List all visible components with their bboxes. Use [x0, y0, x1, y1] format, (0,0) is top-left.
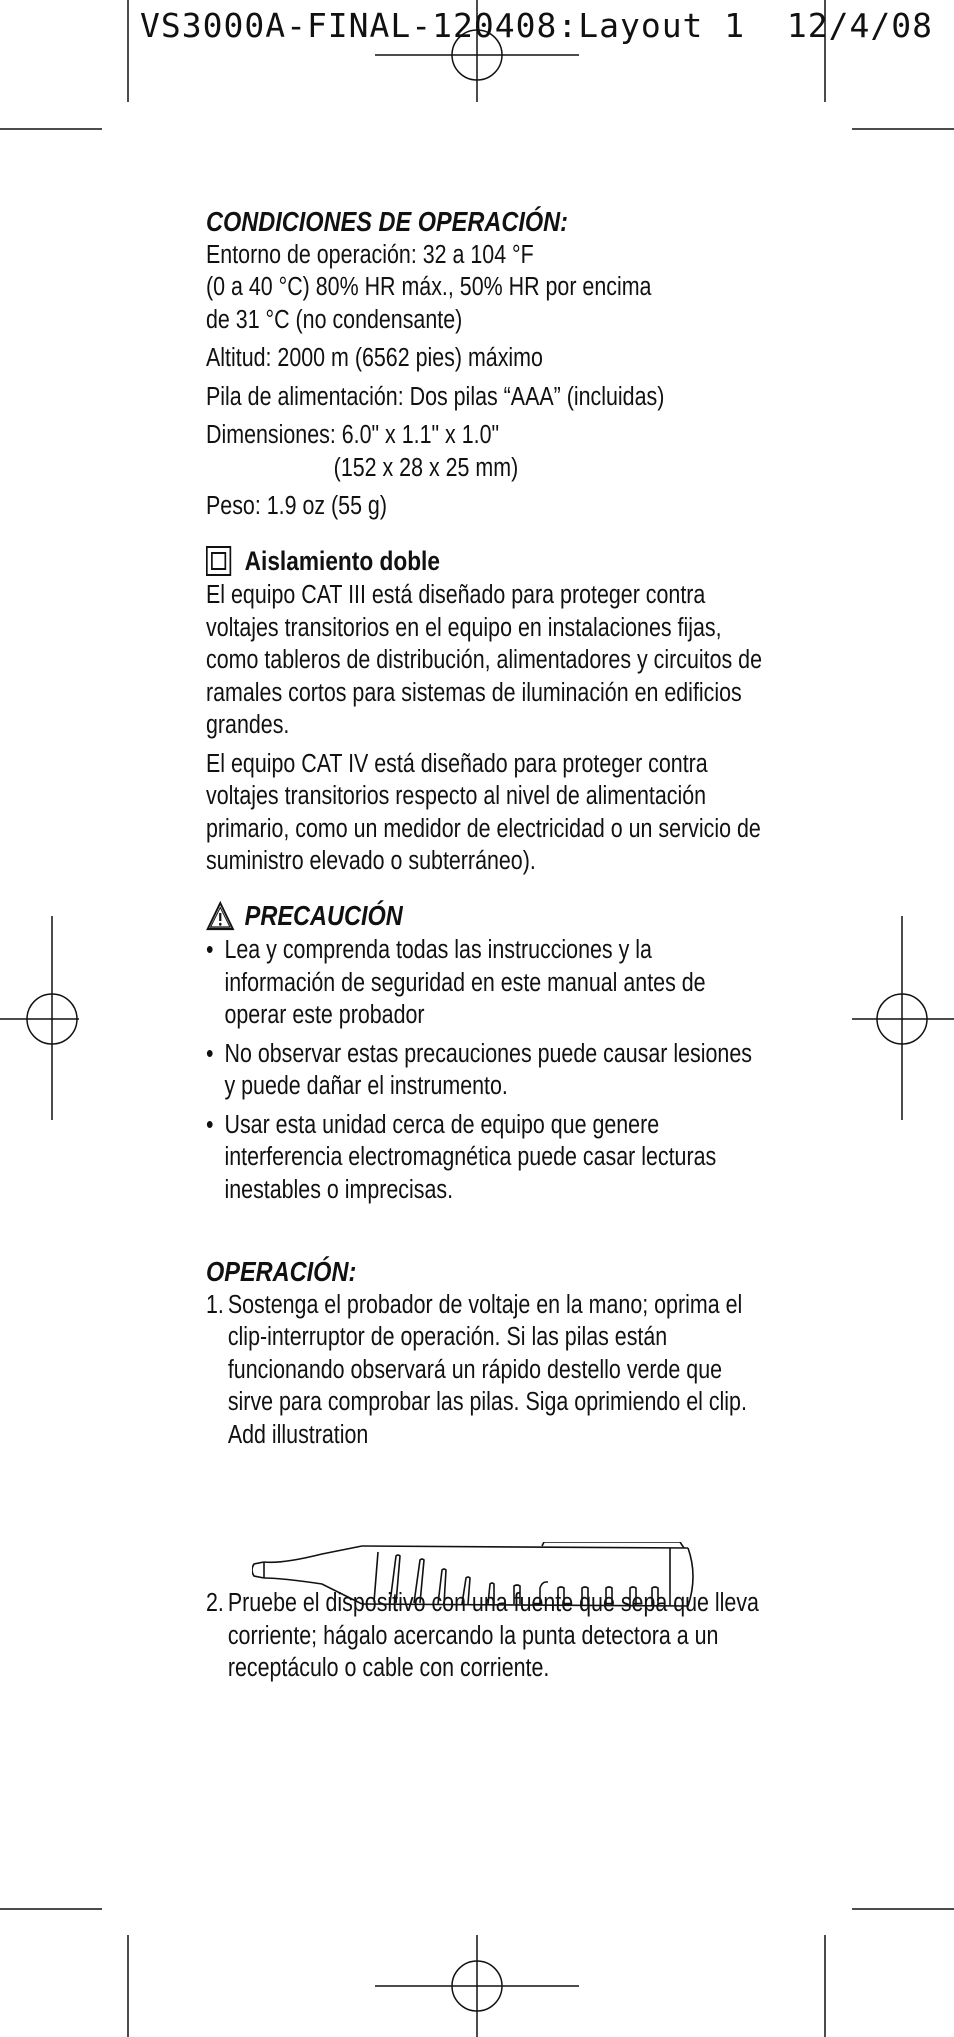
operating-conditions-heading: CONDICIONES DE OPERACIÓN:: [206, 206, 568, 237]
registration-mark-right: [852, 916, 954, 1120]
caution-item: • Lea y comprenda todas las instrucciones y la información de seguridad en este manual antes de operar este probador: [206, 934, 765, 1032]
registration-mark-bottom: [375, 1935, 579, 2037]
step-text: Sostenga el probador de voltaje en la mano; oprima el clip-interruptor de operación. Si las pilas están funcionando observará un rápido destello verde que sirve para comprobar las pilas. Siga oprimiendo el clip. Add illustration: [227, 1290, 747, 1449]
warning-triangle-icon: [206, 901, 235, 931]
operating-environment: Entorno de operación: 32 a 104 °F: [206, 240, 534, 269]
double-insulation-heading-row: [206, 545, 765, 578]
caution-heading: PRECAUCIÓN: [244, 899, 403, 931]
step-number: 2.: [206, 1589, 224, 1617]
operating-conditions-section: [206, 206, 765, 523]
battery-spec: Pila de alimentación: Dos pilas “AAA” (incluidas): [206, 382, 665, 411]
caution-section: [206, 900, 765, 1207]
voltage-tester-illustration: [252, 1542, 702, 1612]
operation-steps: [206, 1289, 765, 1685]
print-slug: VS3000A-FINAL-120408:Layout 1 12/4/08: [140, 6, 933, 45]
caution-heading-row: [206, 900, 765, 933]
double-insulation-section: [206, 545, 765, 878]
caution-item: • No observar estas precauciones puede causar lesiones y puede dañar el instrumento.: [206, 1038, 765, 1103]
weight-spec: Peso: 1.9 oz (55 g): [206, 492, 387, 520]
operation-section: [206, 1256, 765, 1685]
step-number: 1.: [206, 1290, 224, 1319]
operating-environment-humidity: (0 a 40 °C) 80% HR máx., 50% HR por encima: [206, 273, 652, 301]
step-text: Pruebe el dispositivo con una fuente que sepa que lleva corriente; hágalo acercando la punta detectora a un receptáculo o cable con corriente.: [227, 1589, 759, 1682]
registration-mark-left: [0, 916, 79, 1120]
operation-heading: OPERACIÓN:: [206, 1256, 357, 1287]
operation-step: [206, 1289, 765, 1452]
double-insulation-icon: [206, 546, 231, 576]
cat-iii-description: El equipo CAT III está diseñado para proteger contra voltajes transitorios en el equipo en instalaciones fijas, como tableros de distribución, alimentadores y circuitos de ramales cortos para sistemas de iluminación en edificios grandes.: [206, 581, 763, 739]
dimensions-metric-spec: (152 x 28 x 25 mm): [333, 453, 519, 482]
registration-mark-top: [375, 0, 579, 102]
manual-page-content: [206, 206, 765, 1685]
dimensions-spec: Dimensiones: 6.0" x 1.1" x 1.0": [206, 421, 500, 449]
caution-item: • Usar esta unidad cerca de equipo que genere interferencia electromagnética puede casar lecturas inestables o imprecisas.: [206, 1109, 765, 1207]
altitude-spec: Altitud: 2000 m (6562 pies) máximo: [206, 344, 543, 372]
caution-list: [206, 934, 765, 1206]
cat-iv-description: El equipo CAT IV está diseñado para proteger contra voltajes transitorios respecto al nivel de alimentación primario, como un medidor de electricidad o un servicio de suministro elevado o subterráneo).: [206, 749, 761, 875]
double-insulation-heading: Aislamiento doble: [244, 545, 440, 576]
operating-environment-condensing: de 31 °C (no condensante): [206, 305, 463, 334]
